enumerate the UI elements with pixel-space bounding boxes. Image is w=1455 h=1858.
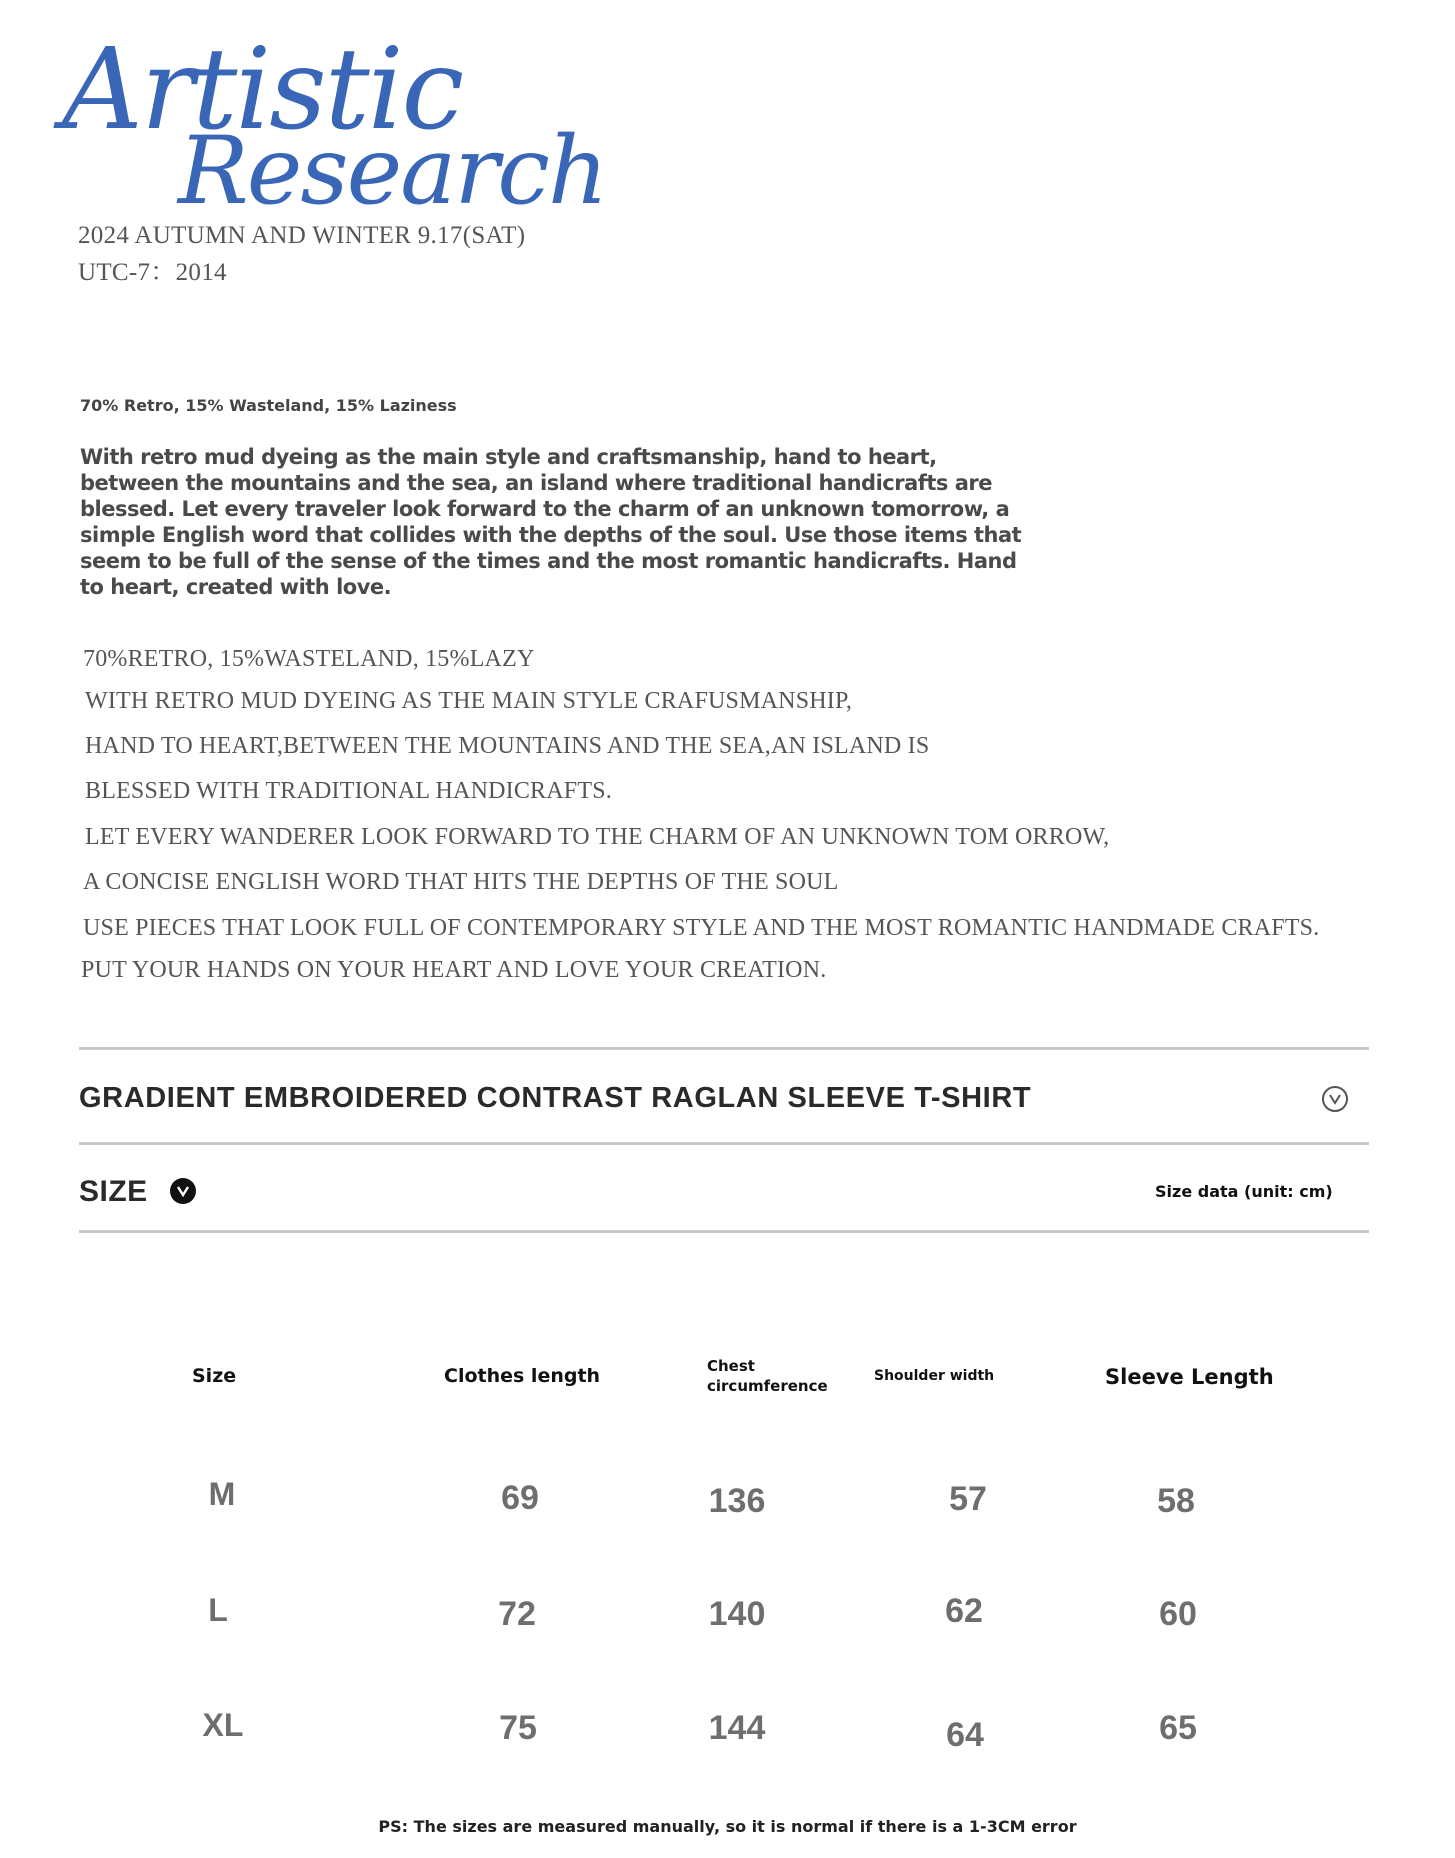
row-l-chest: 140: [708, 1595, 766, 1633]
upper-line-5: LET EVERY WANDERER LOOK FORWARD TO THE CHARM OF AN UNKNOWN TOM ORROW,: [85, 824, 1110, 850]
logo-research: Research: [178, 117, 607, 226]
size-unit-note: Size data (unit: cm): [1155, 1182, 1333, 1201]
header-size: Size: [192, 1365, 237, 1387]
chevron-down-outline-icon[interactable]: [1322, 1086, 1348, 1112]
upper-line-3: HAND TO HEART,BETWEEN THE MOUNTAINS AND THE SEA,AN ISLAND IS: [85, 733, 930, 759]
description: With retro mud dyeing as the main style and craftsmanship, hand to heart, between the mountains and the sea, an island where traditional handicrafts are blessed. Let every traveler look forward to the charm of an unknown tomorrow, a simple English word that collides with the depths of the soul. Use those items that seem to be full of the sense of the times and the most romantic handicrafts. Hand to heart, created with love.: [80, 445, 1022, 599]
upper-line-8: PUT YOUR HANDS ON YOUR HEART AND LOVE YOUR CREATION.: [81, 957, 827, 983]
divider-top: [79, 1047, 1369, 1050]
upper-line-4: BLESSED WITH TRADITIONAL HANDICRAFTS.: [85, 778, 612, 804]
upper-line-2: WITH RETRO MUD DYEING AS THE MAIN STYLE CRAFUSMANSHIP,: [85, 688, 853, 714]
chevron-down-filled-icon[interactable]: [170, 1178, 196, 1204]
divider-bottom: [79, 1230, 1369, 1233]
row-xl-shoulder: 64: [946, 1716, 984, 1754]
row-m-sleeve: 58: [1157, 1482, 1195, 1520]
size-heading: SIZE: [79, 1175, 148, 1208]
row-l-length: 72: [498, 1595, 536, 1633]
utc-time: UTC-7：2014: [78, 259, 227, 286]
header-shoulder-width: Shoulder width: [874, 1368, 995, 1384]
measurement-note: PS: The sizes are measured manually, so it is normal if there is a 1-3CM error: [378, 1817, 1077, 1836]
tagline: 70% Retro, 15% Wasteland, 15% Laziness: [80, 396, 457, 415]
row-l-shoulder: 62: [945, 1592, 983, 1630]
row-m-length: 69: [501, 1479, 539, 1517]
header-chest-line2: circumference: [707, 1377, 828, 1395]
product-title: GRADIENT EMBROIDERED CONTRAST RAGLAN SLEEVE T-SHIRT: [79, 1082, 1032, 1114]
logo-artistic: Artistic: [62, 25, 463, 155]
row-l-sleeve: 60: [1159, 1595, 1197, 1633]
row-m-chest: 136: [708, 1482, 766, 1520]
season-date: 2024 AUTUMN AND WINTER 9.17(SAT): [78, 222, 526, 249]
header-clothes-length: Clothes length: [444, 1365, 601, 1387]
row-xl-size: XL: [202, 1707, 244, 1743]
chevron-glyph: [1328, 1093, 1342, 1105]
upper-line-1: 70%RETRO, 15%WASTELAND, 15%LAZY: [83, 646, 535, 672]
row-xl-chest: 144: [708, 1709, 766, 1747]
header-sleeve-length: Sleeve Length: [1105, 1365, 1274, 1389]
header-chest-line1: Chest: [707, 1357, 755, 1375]
row-xl-length: 75: [499, 1709, 537, 1747]
upper-line-6: A CONCISE ENGLISH WORD THAT HITS THE DEPTHS OF THE SOUL: [83, 869, 839, 895]
divider-middle: [79, 1142, 1369, 1145]
upper-line-7: USE PIECES THAT LOOK FULL OF CONTEMPORARY STYLE AND THE MOST ROMANTIC HANDMADE CRAFTS.: [83, 915, 1320, 941]
row-m-size: M: [208, 1476, 236, 1512]
row-l-size: L: [208, 1592, 228, 1628]
chevron-glyph-white: [176, 1185, 190, 1197]
row-xl-sleeve: 65: [1159, 1709, 1197, 1747]
row-m-shoulder: 57: [949, 1480, 987, 1518]
